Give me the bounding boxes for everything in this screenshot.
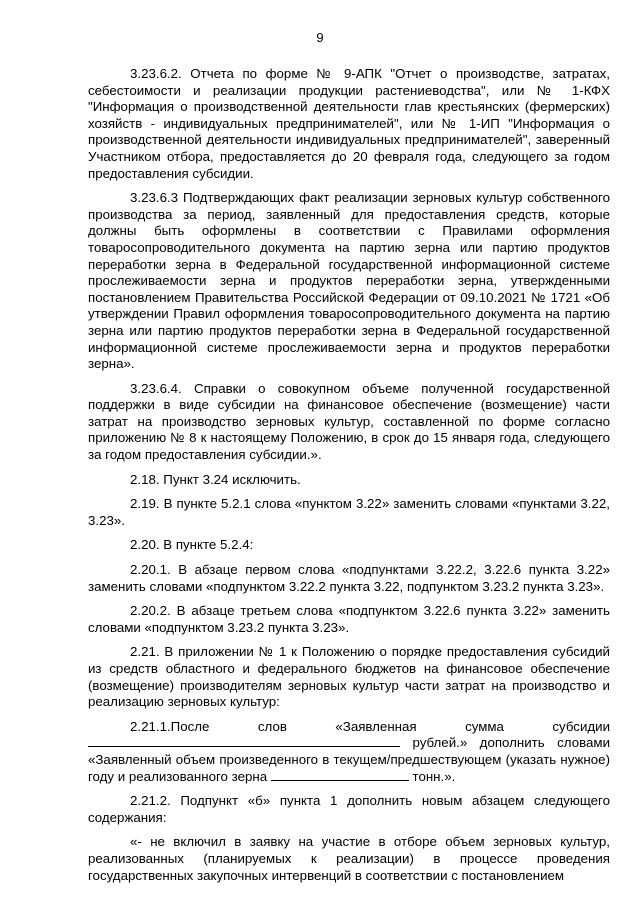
paragraph-2-20: 2.20. В пункте 5.2.4:	[130, 537, 254, 553]
paragraph-2-21-1-part2: рублей.» дополнить словами «Заявленный объем произведенного в текущем/предшествующем (указать нужное) году и реализованного зерна	[88, 735, 610, 784]
paragraph-2-21-1-part3: тонн.».	[408, 768, 456, 784]
paragraph-2-21-1	[88, 719, 610, 785]
paragraph-3-23-6-3: 3.23.6.3 Подтверждающих факт реализации зерновых культур собственного производства за период, заявленный для предоставления средств, которые должны быть оформлены в соответствии с Правилами оформления товаросопроводительного документа на партию зерна или партию продуктов переработки зерна в Федеральной государственной информационной системе прослеживаемости зерна и продуктов переработки зерна, утвержденными постановлением Правительства Российской Федерации от 09.10.2021 № 1721 «Об утверждении Правил оформления товаросопроводительного документа на партию зерна или партию продуктов переработки зерна в Федеральной государственной информационной системе прослеживаемости зерна и продуктов переработки зерна».	[88, 190, 610, 372]
paragraph-2-19: 2.19. В пункте 5.2.1 слова «пунктом 3.22» заменить словами «пунктами 3.22, 3.23».	[88, 496, 610, 528]
blank-line-tonnage	[271, 769, 409, 781]
paragraph-2-21-2: 2.21.2. Подпункт «б» пункта 1 дополнить новым абзацем следующего содержания:	[88, 793, 610, 825]
blank-line-amount	[88, 735, 400, 747]
paragraph-3-23-6-2: 3.23.6.2. Отчета по форме № 9-АПК "Отчет о производстве, затратах, себестоимости и реализации продукции растениеводства", или № 1-КФХ "Информация о производственной деятельности глав крестьянских (фермерских) хозяйств - индивидуальных предпринимателей", или № 1-ИП "Информация о производственной деятельности индивидуальных предпринимателей", заверенный Участником отбора, предоставляется до 20 февраля года, следующего за годом предоставления субсидии.	[88, 66, 610, 181]
page-number: 9	[316, 30, 324, 45]
paragraph-2-21: 2.21. В приложении № 1 к Положению о порядке предоставления субсидий из средств областного и федерального бюджетов на финансовое обеспечение (возмещение) производителям зерновых культур части затрат на производство и реализацию зерновых культур:	[88, 644, 610, 710]
paragraph-2-18: 2.18. Пункт 3.24 исключить.	[130, 471, 301, 487]
paragraph-2-20-2: 2.20.2. В абзаце третьем слова «подпунктом 3.22.6 пункта 3.22» заменить словами «подпунктом 3.23.2 пункта 3.23».	[88, 603, 610, 635]
paragraph-3-23-6-4: 3.23.6.4. Справки о совокупном объеме полученной государственной поддержки в виде субсидии на финансовое обеспечение (возмещение) части затрат на производство зерновых культур, составленной по форме согласно приложению № 8 к настоящему Положению, в срок до 15 января года, следующего за годом предоставления субсидии.».	[88, 380, 610, 463]
paragraph-2-20-1: 2.20.1. В абзаце первом слова «подпунктами 3.22.2, 3.22.6 пункта 3.22» заменить словами «подпунктом 3.22.2 пункта 3.22, подпунктом 3.23.2 пункта 3.23».	[88, 562, 610, 594]
document-body	[88, 66, 610, 890]
paragraph-2-21-1-part1: 2.21.1.После слов «Заявленная сумма субсидии	[130, 718, 610, 734]
paragraph-new-abzac: «- не включил в заявку на участие в отборе объем зерновых культур, реализованных (планируемых к реализации) в процессе проведения государственных закупочных интервенций в соответствии с постановлением	[88, 834, 610, 883]
